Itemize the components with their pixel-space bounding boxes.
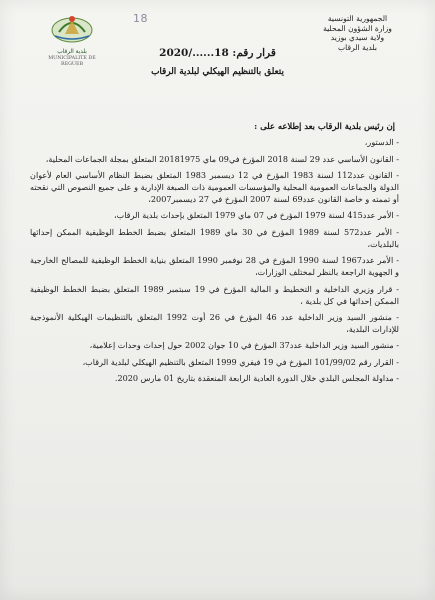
- list-item: - قرار وزيري الداخلية و التخطيط و المالية المؤرخ في 19 سبتمبر 1989 المتعلق بضبط الخطط الوظيفية الممكن إحداثها في كل بلدية ،: [30, 283, 399, 306]
- list-item: - الدستور،: [364, 137, 399, 147]
- list-item: - القانون عدد112 لسنة 1983 المؤرخ في 12 ديسمبر 1983 المتعلق بضبط النظام الأساسي العام لأعوان الدولة والجماعات العمومية المحلية والمؤسسات العمومية ذات الصبغة الإدارية و على جميع النصوص التي نقحته أو تممته و خاصة القانون عدد69 لسنة 2007 المؤرخ في 27 ديسمبر2007،: [30, 170, 399, 204]
- legal-references-list: [30, 137, 399, 390]
- decision-subject: يتعلق بالتنظيم الهيكلي لبلدية الرقاب: [151, 67, 284, 77]
- letterhead-line: ولاية سيدي بوزيد: [330, 33, 385, 42]
- list-item: - القانون الأساسي عدد 29 لسنة 2018 المؤرخ في09 ماي 20181975 المتعلق بمجلة الجماعات المحلية،: [45, 153, 399, 164]
- intro-statement: إن رئيس بلدية الرقاب بعد إطلاعه على :: [254, 121, 395, 131]
- list-item: - مداولة المجلس البلدي خلال الدورة العادية الرابعة المنعقدة بتاريخ 01 مارس 2020.: [114, 373, 399, 384]
- letterhead-line: بلدية الرقاب: [338, 42, 377, 52]
- municipality-emblem-icon: [49, 10, 95, 44]
- list-item: - الأمر عدد572 لسنة 1989 المؤرخ في 30 ماي 1989 المتعلق بضبط الخطط الوظيفية الممكن إحداثها بالبلديات،: [30, 226, 399, 249]
- letterhead-line: الجمهورية التونسية: [327, 14, 388, 23]
- municipality-logo: [42, 10, 102, 68]
- list-item: - الأمر عدد1967 لسنة 1990 المؤرخ في 28 نوفمبر 1990 المتعلق بنيابة الخطط الوظيفية للمصالح الخارجية و الجهوية الراجعة بالنظر لمختلف الوزارات،: [30, 255, 400, 278]
- letterhead-line: وزارة الشؤون المحلية: [323, 23, 392, 33]
- logo-caption: بلدية الرقاب: [57, 49, 87, 55]
- list-item: - منشور السيد وزير الداخلية عدد 46 المؤرخ في 26 أوت 1992 المتعلق بالتنظيمات الهيكلية الأنموذجية للإدارات البلدية،: [30, 312, 399, 334]
- list-item: - القرار رقم 101/99/02 المؤرخ في 19 فيفري 1999 المتعلق بالتنظيم الهيكلي لبلدية الرقاب،: [82, 356, 399, 367]
- list-item: - الأمر عدد415 لسنة 1979 المؤرخ في 07 ماي 1979 المتعلق بإحداث بلدية الرقاب،: [113, 210, 399, 221]
- list-item: - منشور السيد وزير الداخلية عدد37 المؤرخ في 10 جوان 2002 حول إحداث وحدات إعلامية،: [89, 340, 399, 351]
- handwritten-number: 18: [133, 12, 148, 25]
- logo-subtitle: MUNICIPALITE DE REGUEB: [48, 56, 96, 67]
- decision-number: قرار رقم: 18....../2020: [159, 47, 276, 59]
